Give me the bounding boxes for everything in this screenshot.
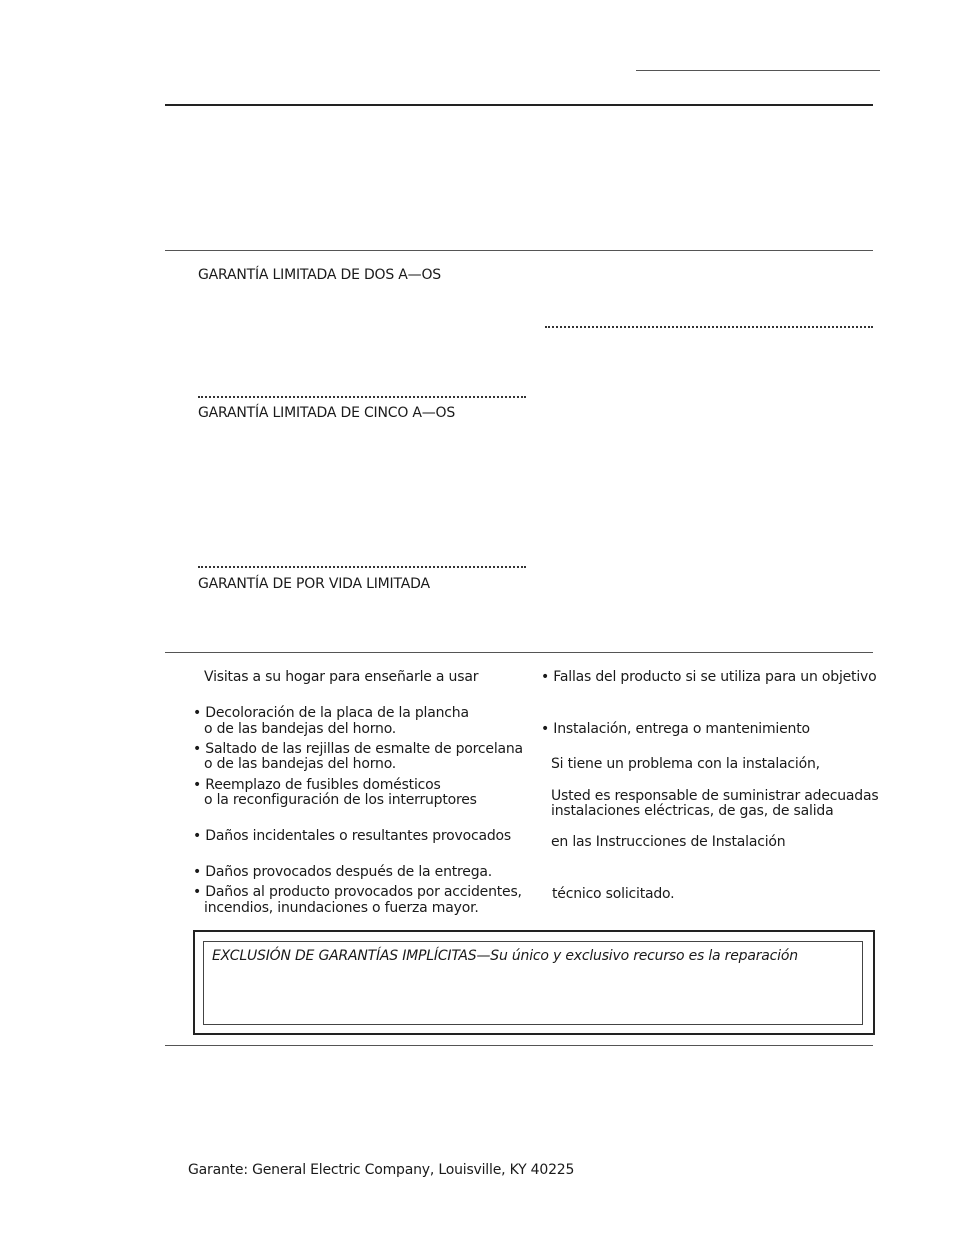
exclusion-left-line: • Decoloración de la placa de la plancha xyxy=(193,705,469,721)
exclusion-left-line: • Reemplazo de fusibles domésticos xyxy=(193,777,441,793)
exclusion-left-line: Visitas a su hogar para enseñarle a usar xyxy=(204,669,479,685)
exclusion-right-line: Si tiene un problema con la instalación, xyxy=(551,756,820,772)
dotted-divider-left-1 xyxy=(198,396,526,398)
section-rule-bottom xyxy=(165,1045,873,1046)
exclusion-right-line: técnico solicitado. xyxy=(552,886,675,902)
exclusion-left-line: • Saltado de las rejillas de esmalte de porcelana xyxy=(193,741,523,757)
exclusion-left-line: • Daños provocados después de la entrega. xyxy=(193,864,493,880)
exclusion-left-line: incendios, inundaciones o fuerza mayor. xyxy=(204,900,479,916)
exclusion-right-line: Usted es responsable de suministrar adecuadas xyxy=(551,788,879,804)
exclusion-right-line: en las Instrucciones de Instalación xyxy=(551,834,786,850)
exclusion-right-line: • Instalación, entrega o mantenimiento xyxy=(541,721,810,737)
lifetime-warranty-heading: GARANTÍA DE POR VIDA LIMITADA xyxy=(198,576,430,592)
exclusion-right-line: instalaciones eléctricas, de gas, de salida xyxy=(551,803,834,819)
dotted-divider-right xyxy=(545,326,873,328)
section-rule-exclusions xyxy=(165,652,873,653)
exclusion-left-line: o de las bandejas del horno. xyxy=(204,721,397,737)
implied-warranty-text: EXCLUSIÓN DE GARANTÍAS IMPLÍCITAS—Su único y exclusivo recurso es la reparación xyxy=(212,948,798,964)
header-rule xyxy=(165,104,873,106)
dotted-divider-left-2 xyxy=(198,566,526,568)
exclusion-left-line: o de las bandejas del horno. xyxy=(204,756,397,772)
two-year-warranty-heading: GARANTÍA LIMITADA DE DOS A—OS xyxy=(198,267,441,283)
exclusion-left-line: • Daños al producto provocados por accidentes, xyxy=(193,884,522,900)
section-rule-warranty xyxy=(165,250,873,251)
exclusion-left-line: o la reconfiguración de los interruptores xyxy=(204,792,477,808)
exclusion-left-line: • Daños incidentales o resultantes provocados xyxy=(193,828,511,844)
warrantor-footer: Garante: General Electric Company, Louisville, KY 40225 xyxy=(188,1162,575,1178)
top-right-rule xyxy=(636,70,880,71)
five-year-warranty-heading: GARANTÍA LIMITADA DE CINCO A—OS xyxy=(198,405,456,421)
exclusion-right-line: • Fallas del producto si se utiliza para un objetivo xyxy=(541,669,877,685)
